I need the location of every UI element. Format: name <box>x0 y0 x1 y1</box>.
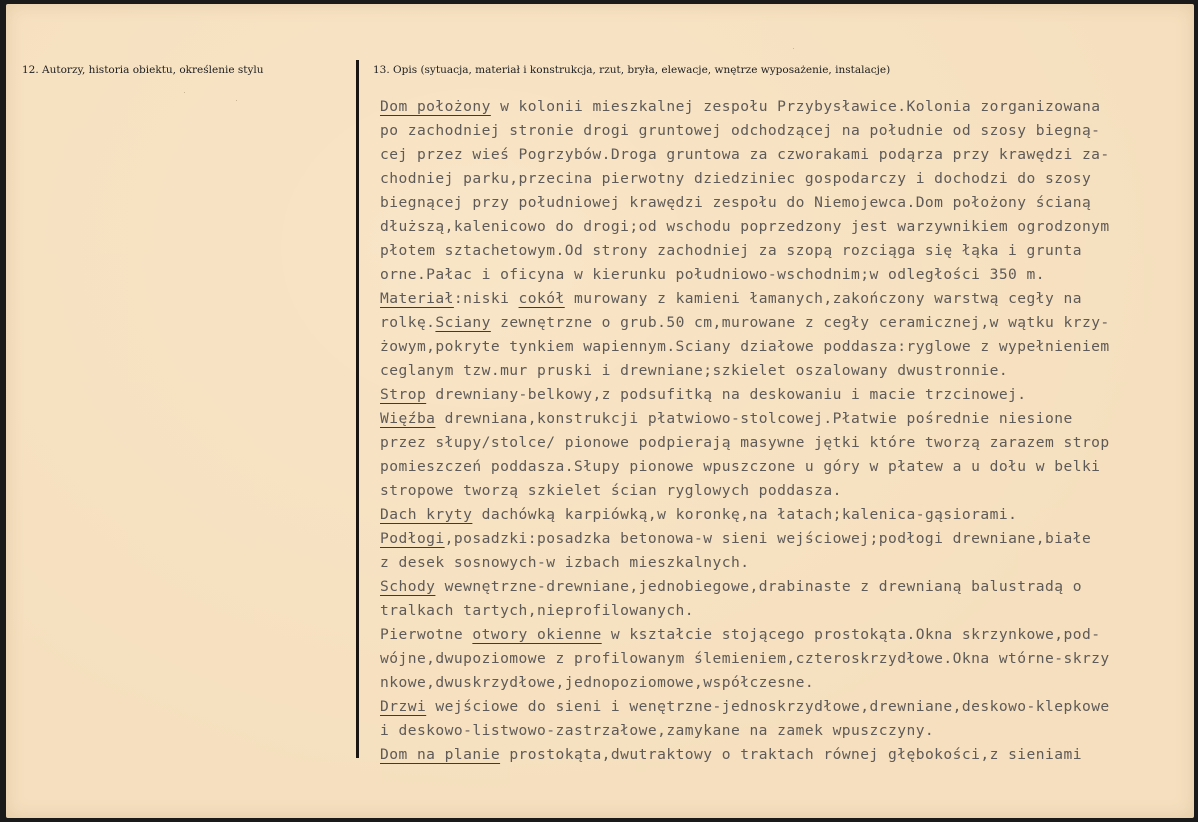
text-segment: wewnętrzne-drewniane,jednobiegowe,drabinaste z drewnianą balustradą o <box>435 578 1082 595</box>
text-segment: cej przez wieś Pogrzybów.Droga gruntowa za czworakami podąrza przy krawędzi za- <box>380 146 1110 163</box>
text-segment: stropowe tworzą szkielet ścian ryglowych poddasza. <box>380 482 842 499</box>
text-segment: zewnętrzne o grub.50 cm,murowane z cegły ceramicznej,w wątku krzy- <box>490 314 1110 331</box>
column-divider <box>356 60 359 758</box>
text-segment: i deskowo-listwowo-zastrzałowe,zamykane na zamek wpuszczyny. <box>380 722 935 739</box>
text-segment: tralkach tartych,nieprofilowanych. <box>380 602 695 619</box>
text-line <box>380 335 1160 359</box>
text-line <box>380 167 1160 191</box>
paper-speck <box>236 100 237 101</box>
section-13-header: 13. Opis (sytuacja, materiał i konstrukcja, rzut, bryła, elewacje, wnętrze wyposażenie, instalacje) <box>373 64 891 76</box>
text-segment: po zachodniej stronie drogi gruntowej odchodzącej na południe od szosy biegną- <box>380 122 1101 139</box>
text-segment: murowany z kamieni łamanych,zakończony warstwą cegły na <box>564 290 1082 307</box>
underlined-heading: Drzwi <box>380 698 427 715</box>
paper-speck <box>184 92 185 93</box>
text-segment: drewniana,konstrukcji płatwiowo-stolcowej.Płatwie pośrednie niesione <box>435 410 1073 427</box>
text-segment: prostokąta,dwutraktowy o traktach równej głębokości,z sieniami <box>500 746 1082 763</box>
text-line <box>380 455 1160 479</box>
underlined-heading: Dom na planie <box>380 746 501 763</box>
text-segment: wejściowe do sieni i wenętrzne-jednoskrzydłowe,drewniane,deskowo-klepkowe <box>426 698 1110 715</box>
underlined-heading: Podłogi <box>380 530 445 547</box>
underlined-heading: Więźba <box>380 410 436 427</box>
text-line <box>380 407 1160 431</box>
text-line <box>380 95 1160 119</box>
text-line <box>380 143 1160 167</box>
text-line <box>380 119 1160 143</box>
text-line <box>380 527 1160 551</box>
text-line <box>380 575 1160 599</box>
text-segment: płotem sztachetowym.Od strony zachodniej za szopą rozciąga się łąka i grunta <box>380 242 1082 259</box>
text-segment: biegnącej przy południowej krawędzi zespołu do Niemojewca.Dom położony ścianą <box>380 194 1092 211</box>
text-line <box>380 191 1160 215</box>
text-segment: ceglanym tzw.mur pruski i drewniane;szkielet oszalowany dwustronnie. <box>380 362 1009 379</box>
text-line <box>380 263 1160 287</box>
text-segment: Pierwotne <box>380 626 473 643</box>
text-line <box>380 359 1160 383</box>
underlined-heading: Materiał <box>380 290 454 307</box>
text-line <box>380 311 1160 335</box>
text-line <box>380 431 1160 455</box>
text-line <box>380 647 1160 671</box>
text-segment: dachówką karpiówką,w koronkę,na łatach;kalenica-gąsiorami. <box>472 506 1018 523</box>
underlined-heading: otwory okienne <box>472 626 602 643</box>
text-segment: w kształcie stojącego prostokąta.Okna skrzynkowe,pod- <box>601 626 1101 643</box>
text-segment: z desek sosnowych-w izbach mieszkalnych. <box>380 554 750 571</box>
text-segment: wójne,dwupoziomowe z profilowanym ślemieniem,czteroskrzydłowe.Okna wtórne-skrzy <box>380 650 1110 667</box>
text-segment: rolkę. <box>380 314 436 331</box>
text-line <box>380 239 1160 263</box>
underlined-heading: Strop <box>380 386 427 403</box>
text-segment: dłuższą,kalenicowo do drogi;od wschodu poprzedzony jest warzywnikiem ogrodzonym <box>380 218 1110 235</box>
text-segment: chodniej parku,przecina pierwotny dziedziniec gospodarczy i dochodzi do szosy <box>380 170 1092 187</box>
text-line <box>380 551 1160 575</box>
underlined-heading: Sciany <box>435 314 491 331</box>
section-12-header: 12. Autorzy, historia obiektu, określenie stylu <box>22 64 264 76</box>
text-line <box>380 743 1160 767</box>
text-segment: drewniany-belkowy,z podsufitką na deskowaniu i macie trzcinowej. <box>426 386 1027 403</box>
underlined-heading: Schody <box>380 578 436 595</box>
text-segment: ,posadzki:posadzka betonowa-w sieni wejściowej;podłogi drewniane,białe <box>444 530 1092 547</box>
text-line <box>380 215 1160 239</box>
underlined-heading: cokół <box>518 290 565 307</box>
text-line <box>380 599 1160 623</box>
text-segment: pomieszczeń poddasza.Słupy pionowe wpuszczone u góry w płatew a u dołu w belki <box>380 458 1101 475</box>
text-segment: w kolonii mieszkalnej zespołu Przybysławice.Kolonia zorganizowana <box>490 98 1101 115</box>
text-segment: orne.Pałac i oficyna w kierunku południowo-wschodnim;w odległości 350 m. <box>380 266 1046 283</box>
text-line <box>380 479 1160 503</box>
text-line <box>380 671 1160 695</box>
paper-speck <box>793 48 794 49</box>
text-line <box>380 695 1160 719</box>
text-line <box>380 287 1160 311</box>
text-segment: nkowe,dwuskrzydłowe,jednopoziomowe,współczesne. <box>380 674 815 691</box>
underlined-heading: Dach kryty <box>380 506 473 523</box>
text-line <box>380 719 1160 743</box>
text-line <box>380 503 1160 527</box>
underlined-heading: Dom położony <box>380 98 491 115</box>
text-line <box>380 623 1160 647</box>
description-text <box>380 95 1160 767</box>
text-segment: :niski <box>453 290 519 307</box>
text-line <box>380 383 1160 407</box>
text-segment: przez słupy/stolce/ pionowe podpierają masywne jętki które tworzą zarazem strop <box>380 434 1110 451</box>
text-segment: żowym,pokryte tynkiem wapiennym.Sciany działowe poddasza:ryglowe z wypełnieniem <box>380 338 1110 355</box>
form-card <box>6 4 1194 818</box>
